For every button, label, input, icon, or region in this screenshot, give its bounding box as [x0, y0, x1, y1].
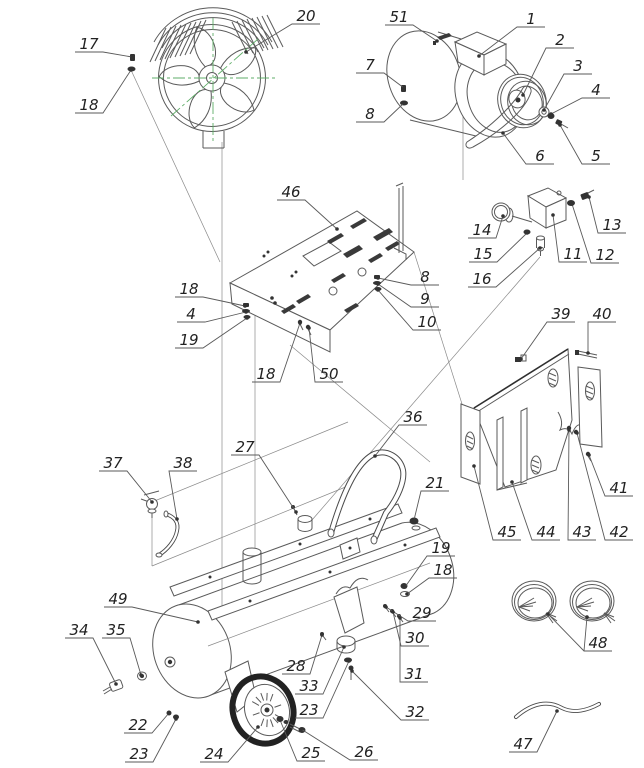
svg-text:32: 32 — [405, 703, 425, 721]
belt-guard-panels — [461, 349, 602, 490]
svg-text:2: 2 — [555, 31, 565, 49]
svg-text:4: 4 — [591, 81, 601, 99]
part-label-18 — [75, 68, 133, 114]
svg-text:23: 23 — [129, 745, 149, 763]
svg-text:27: 27 — [235, 438, 255, 456]
svg-text:23: 23 — [299, 701, 319, 719]
part-label-24 — [200, 725, 260, 763]
part-label-5 — [558, 123, 610, 165]
svg-text:18: 18 — [256, 365, 276, 383]
svg-text:19: 19 — [431, 539, 451, 557]
part-label-10 — [376, 288, 441, 331]
svg-text:12: 12 — [595, 246, 615, 264]
svg-text:19: 19 — [179, 331, 199, 349]
svg-text:8: 8 — [365, 105, 375, 123]
svg-text:17: 17 — [79, 35, 99, 53]
svg-text:33: 33 — [299, 677, 319, 695]
svg-text:25: 25 — [301, 744, 321, 762]
part-label-13 — [587, 195, 626, 234]
svg-text:14: 14 — [472, 221, 492, 239]
svg-text:45: 45 — [497, 523, 517, 541]
tank-outlet-fitting — [298, 516, 312, 532]
air-hose-coils — [512, 581, 615, 623]
svg-text:15: 15 — [473, 245, 493, 263]
guard-left-panel-45 — [461, 404, 480, 484]
leg-bracket-rear — [334, 578, 368, 633]
svg-text:18: 18 — [79, 96, 99, 114]
part-label-38 — [169, 454, 197, 521]
svg-text:6: 6 — [535, 147, 545, 165]
svg-text:47: 47 — [513, 735, 533, 753]
svg-text:37: 37 — [103, 454, 123, 472]
svg-text:28: 28 — [286, 657, 306, 675]
guard-rod-40 — [575, 350, 597, 358]
svg-text:9: 9 — [420, 290, 430, 308]
svg-text:13: 13 — [602, 216, 622, 234]
svg-text:22: 22 — [128, 716, 148, 734]
guard-right-panel — [578, 367, 602, 447]
svg-text:24: 24 — [204, 745, 224, 763]
svg-text:44: 44 — [536, 523, 556, 541]
air-tank-assembly — [103, 452, 454, 752]
svg-text:48: 48 — [588, 634, 608, 652]
mounting-plate — [230, 183, 414, 352]
svg-text:3: 3 — [573, 57, 583, 75]
svg-text:18: 18 — [179, 280, 199, 298]
drain-valve-37 — [141, 491, 159, 518]
svg-text:30: 30 — [405, 629, 425, 647]
drain-pipe-38 — [156, 511, 178, 557]
part-label-27 — [231, 438, 298, 514]
svg-text:42: 42 — [609, 523, 629, 541]
svg-text:21: 21 — [425, 474, 445, 492]
part-label-41 — [587, 453, 633, 497]
part-label-9 — [376, 282, 439, 308]
svg-text:29: 29 — [412, 604, 432, 622]
pump-fan-assembly — [128, 8, 284, 148]
svg-text:31: 31 — [404, 665, 424, 683]
svg-text:5: 5 — [591, 147, 601, 165]
svg-text:1: 1 — [526, 10, 536, 28]
svg-text:20: 20 — [296, 7, 316, 25]
svg-text:41: 41 — [609, 479, 629, 497]
part-label-44 — [510, 480, 560, 541]
part-label-17 — [75, 35, 134, 59]
pulley-bolt-5 — [555, 119, 568, 128]
svg-text:4: 4 — [186, 305, 196, 323]
bracket-right-top — [340, 538, 360, 559]
svg-text:40: 40 — [592, 305, 612, 323]
svg-text:8: 8 — [420, 268, 430, 286]
svg-text:43: 43 — [572, 523, 592, 541]
svg-text:16: 16 — [472, 270, 492, 288]
part-label-21 — [412, 474, 449, 522]
svg-text:10: 10 — [417, 313, 437, 331]
svg-text:38: 38 — [173, 454, 193, 472]
fitting-13 — [580, 190, 594, 200]
part-label-18 — [405, 561, 457, 596]
part-label-6 — [501, 131, 554, 165]
svg-text:46: 46 — [281, 183, 301, 201]
part-label-4 — [177, 305, 248, 323]
svg-text:36: 36 — [403, 408, 423, 426]
svg-text:50: 50 — [319, 365, 339, 383]
svg-text:18: 18 — [433, 561, 453, 579]
svg-text:49: 49 — [108, 590, 128, 608]
svg-text:34: 34 — [69, 621, 89, 639]
svg-text:7: 7 — [365, 56, 375, 74]
part-label-22 — [124, 711, 171, 734]
part-label-48 — [546, 612, 612, 652]
svg-text:51: 51 — [389, 8, 409, 26]
part-label-3 — [542, 57, 592, 112]
svg-text:11: 11 — [563, 245, 583, 263]
part-label-46 — [277, 183, 339, 231]
svg-text:39: 39 — [551, 305, 571, 323]
pressure-switch-box — [528, 188, 566, 228]
part-label-37 — [99, 454, 154, 504]
hose-coil-right — [570, 581, 615, 623]
part-label-4 — [549, 81, 610, 116]
motor-assembly — [376, 21, 568, 148]
svg-text:26: 26 — [354, 743, 374, 761]
pressure-gauge — [492, 203, 513, 222]
part-label-28 — [282, 633, 324, 675]
part-label-40 — [586, 305, 616, 355]
svg-text:35: 35 — [106, 621, 126, 639]
check-valve-16 — [537, 236, 545, 256]
part-label-31 — [398, 616, 428, 683]
rubber-foot-33 — [337, 636, 355, 680]
